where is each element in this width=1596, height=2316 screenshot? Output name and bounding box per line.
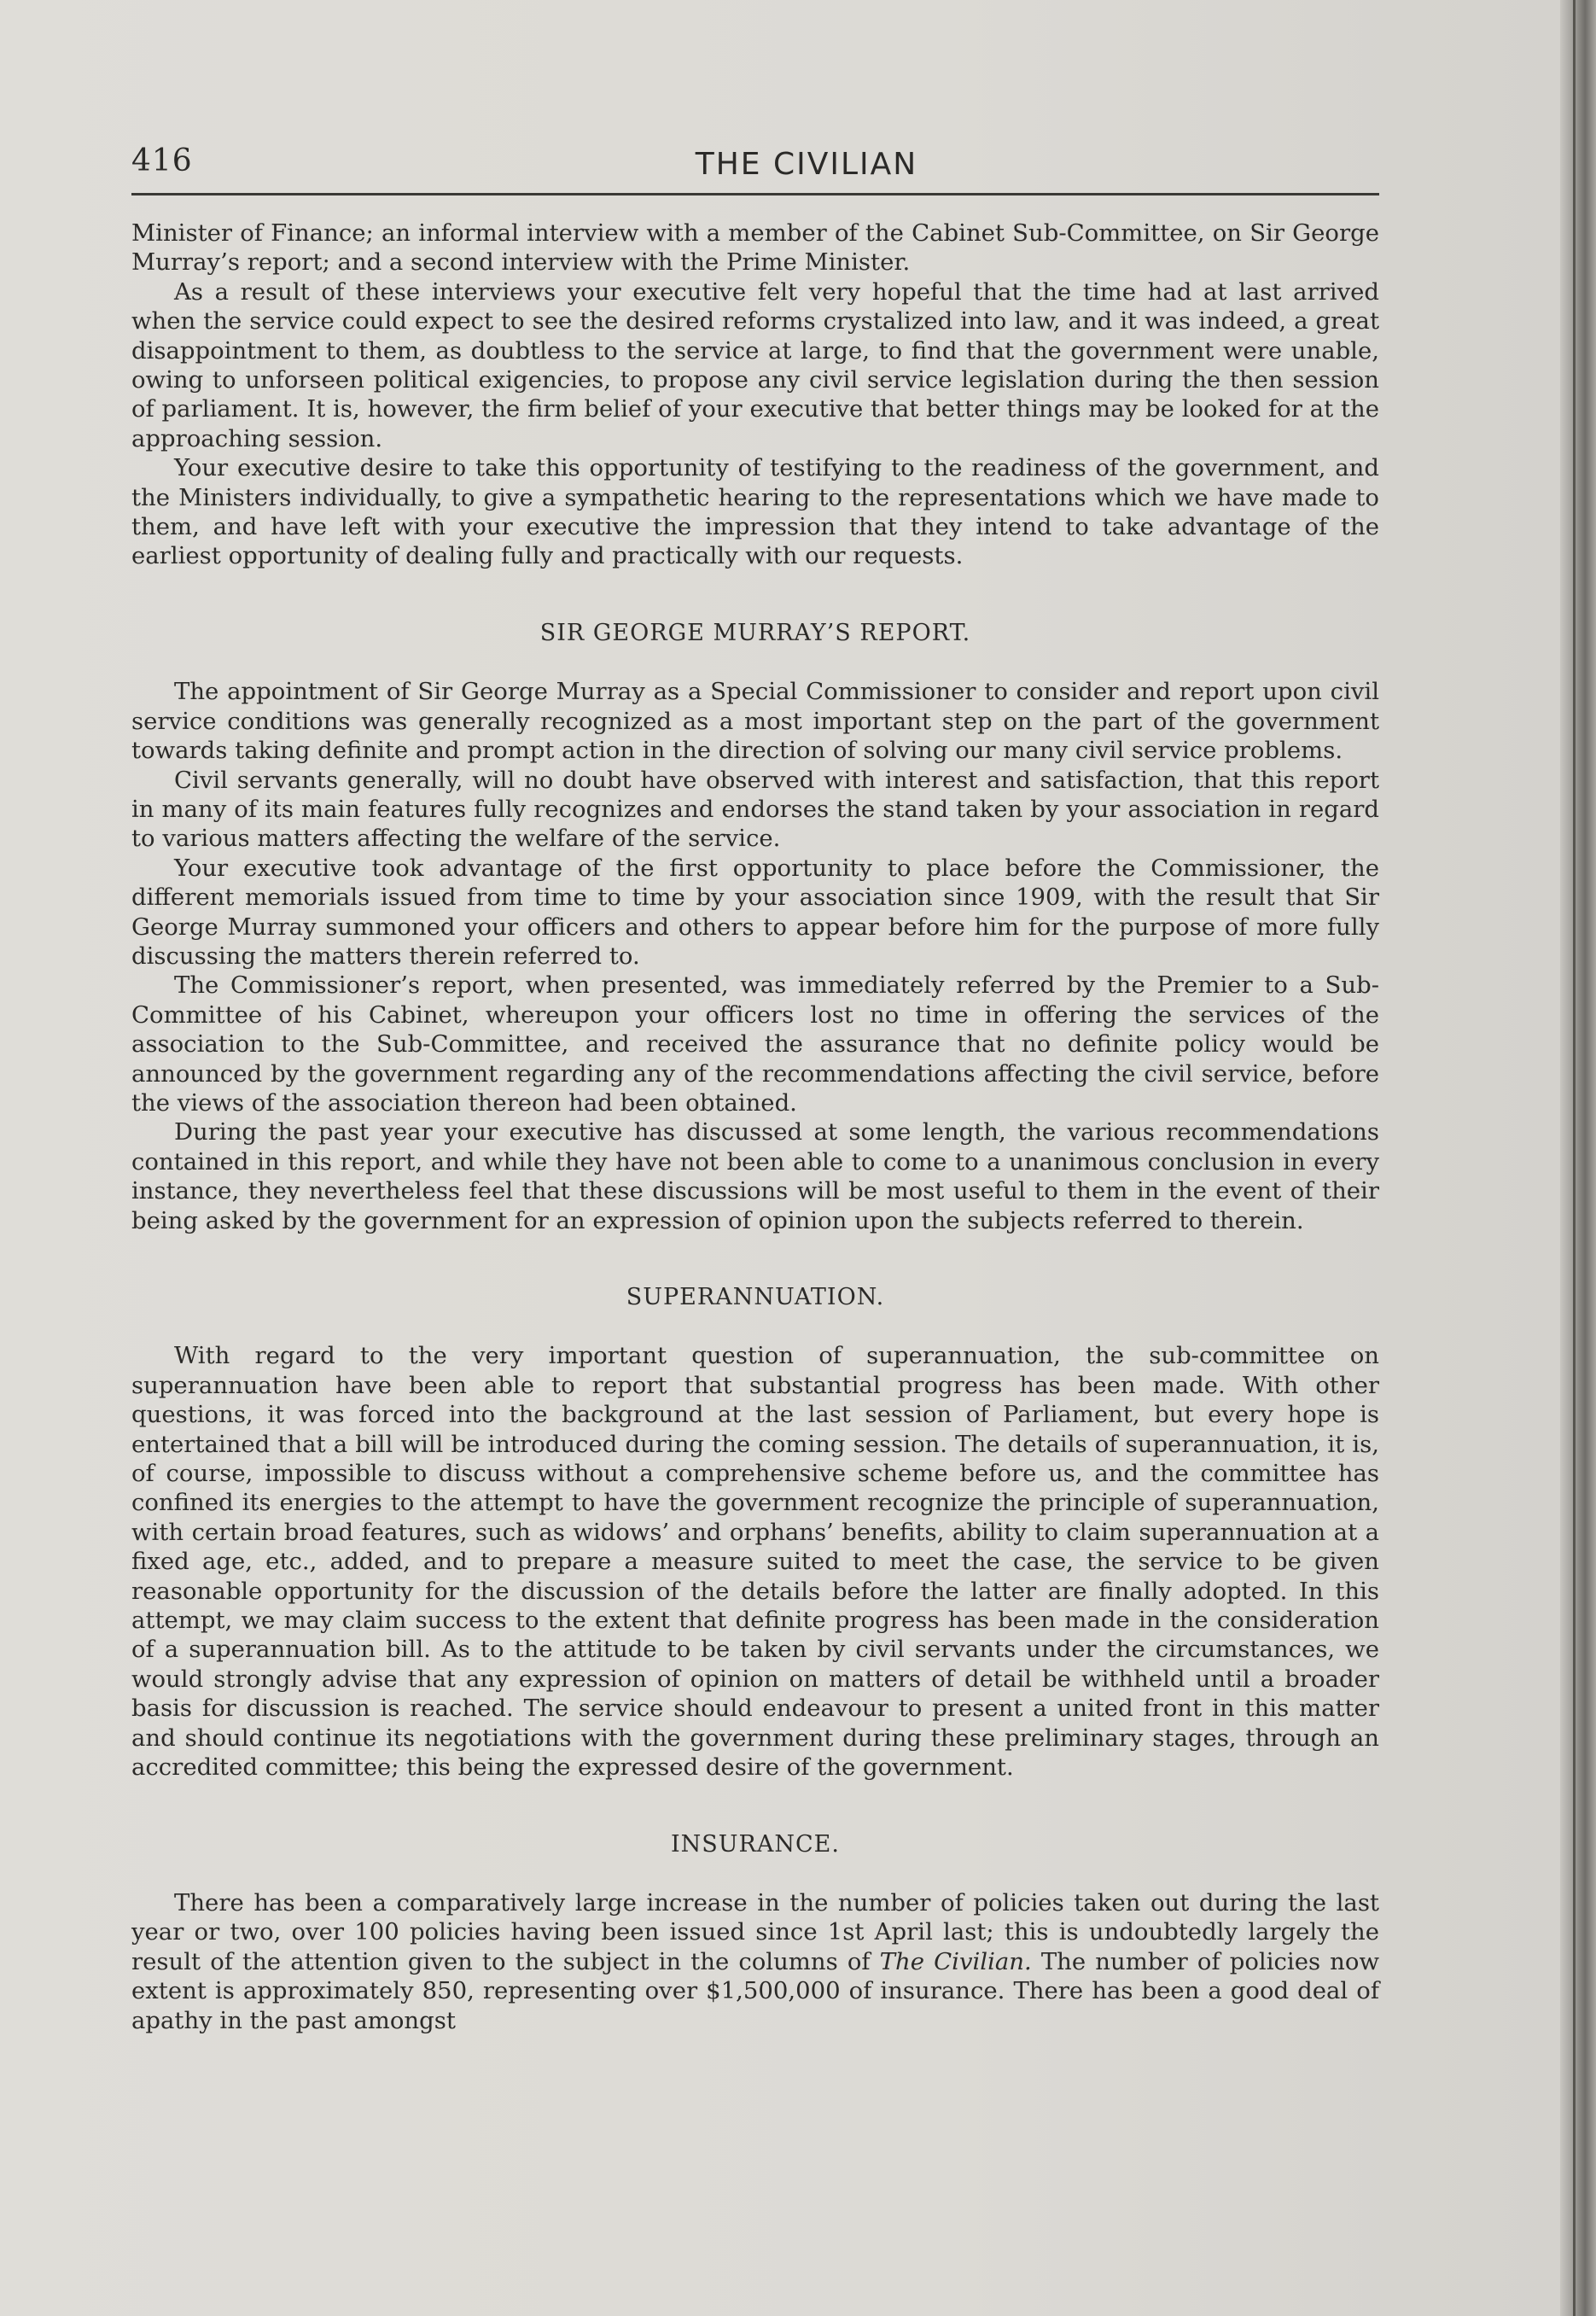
paragraph: Your executive took advantage of the first opportunity to place before the Commissioner, the different memorials issued from time to time by your association since 1909, with the result that Sir George Murray summoned your officers and others to appear before him for the purpose of more fully discussing the matters therein referred to. bbox=[131, 854, 1379, 970]
paragraph-text: There has been a comparatively large increase in the number of policies taken out during the last year or two, over 100 policies having been issued since 1st April last; this is undoubtedly largely the result of the attention given to the subject in the columns of bbox=[131, 1888, 1379, 1975]
running-title: THE CIVILIAN bbox=[695, 147, 918, 182]
article-body bbox=[131, 219, 1379, 2035]
paragraph-text: The number of policies now extent is approximately 850, representing over $1,500,000 of insurance. There has been a good deal of apathy in the past amongst bbox=[131, 1947, 1379, 2034]
paragraph: The appointment of Sir George Murray as a Special Commissioner to consider and report upon civil service conditions was generally recognized as a most important step on the part of the government towards taking definite and prompt action in the direction of solving our many civil service problems. bbox=[131, 678, 1379, 765]
section-heading-insurance: INSURANCE. bbox=[671, 1830, 840, 1858]
paragraph: Civil servants generally, will no doubt have observed with interest and satisfaction, that this report in many of its main features fully recognizes and endorses the stand taken by your association in regard to various matters affecting the welfare of the service. bbox=[131, 766, 1379, 853]
paragraph: With regard to the very important question of superannuation, the sub-committee on superannuation have been able to report that substantial progress has been made. With other questions, it was forced into the background at the last session of Parliament, but every hope is entertained that a bill will be introduced during the coming session. The details of superannuation, it is, of course, impossible to discuss without a comprehensive scheme before us, and the committee has confined its energies to the attempt to have the government recognize the principle of superannuation, with certain broad features, such as widows’ and orphans’ benefits, ability to claim superannuation at a fixed age, etc., added, and to prepare a measure suited to meet the case, the service to be given reasonable opportunity for the discussion of the details before the latter are finally adopted. In this attempt, we may claim success to the extent that definite progress has been made in the consideration of a superannuation bill. As to the attitude to be taken by civil servants under the circumstances, we would strongly advise that any expression of opinion on matters of detail be withheld until a broader basis for discussion is reached. The service should endeavour to present a united front in this matter and should continue its negotiations with the government during these preliminary stages, through an accredited committee; this being the expressed desire of the government. bbox=[131, 1342, 1379, 1782]
paragraph: Minister of Finance; an informal interview with a member of the Cabinet Sub-Committee, on Sir George Murray’s report; and a second interview with the Prime Minister. bbox=[131, 219, 1379, 277]
paragraph: The Commissioner’s report, when presented, was immediately referred by the Premier to a Sub-Committee of his Cabinet, whereupon your officers lost no time in offering the services of the association to the Sub-Committee, and received the assurance that no definite policy would be announced by the government regarding any of the recommendations affecting the civil service, before the views of the association thereon had been obtained. bbox=[131, 971, 1379, 1117]
book-gutter-line bbox=[1573, 0, 1576, 2316]
paragraph: During the past year your executive has discussed at some length, the various recommendations contained in this report, and while they have not been able to come to a unanimous conclusion in every instance, they nevertheless feel that these discussions will be most useful to them in the event of their being asked by the government for an expression of opinion upon the subjects referred to therein. bbox=[131, 1118, 1379, 1234]
book-spine-shadow bbox=[1560, 0, 1596, 2316]
section-heading-murray-report: SIR GEORGE MURRAY’S REPORT. bbox=[539, 619, 971, 646]
publication-name: The Civilian. bbox=[879, 1947, 1032, 1975]
paragraph: Your executive desire to take this opportunity of testifying to the readiness of the government, and the Ministers individually, to give a sympathetic hearing to the representations which we have made to them, and have left with your executive the impression that they intend to take advantage of the earliest opportunity of dealing fully and practically with our requests. bbox=[131, 454, 1379, 570]
section-heading-superannuation: SUPERANNUATION. bbox=[626, 1284, 885, 1310]
paragraph: As a result of these interviews your executive felt very hopeful that the time had at last arrived when the service could expect to see the desired reforms crystalized into law, and it was indeed, a great disappointment to them, as doubtless to the service at large, to find that the government were unable, owing to unforseen political exigencies, to propose any civil service legislation during the then session of parliament. It is, however, the firm belief of your executive that better things may be looked for at the approaching session. bbox=[131, 277, 1379, 452]
page-header bbox=[131, 143, 1379, 195]
page-number: 416 bbox=[131, 143, 193, 178]
paragraph bbox=[131, 1888, 1379, 2035]
header-rule bbox=[131, 193, 1379, 195]
